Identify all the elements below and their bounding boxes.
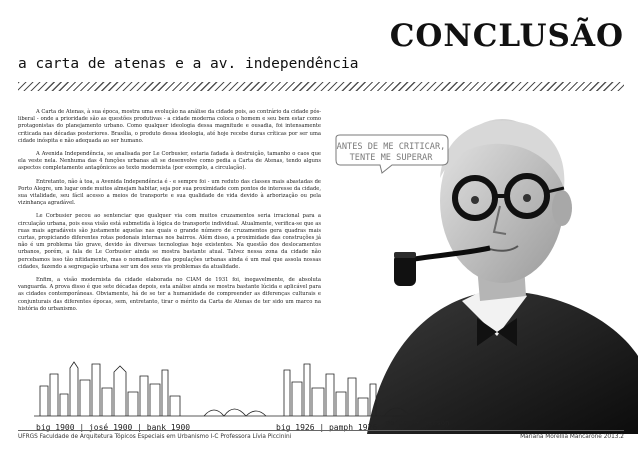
speech-bubble-line2: TENTE ME SUPERAR — [349, 153, 433, 163]
paragraph: Enfim, a visão modernista da cidade elaborada no CIAM de 1931 foi, inegavelmente, de absoluta vanguarda. A prova disso é que sete décadas depois, esta análise ainda se mostra bastante lúcida e aplicável para as cidades contemporâneas. Obviamente, há de se ter a humanidade de compreender as diferenças culturais e conjunturais das diferentes épocas, sem, entretanto, tirar o mérito da Carta de Atenas de ter sido um marco na história do urbanismo. — [18, 277, 321, 312]
sketch-caption-right: big 1926 | pamph 1926 — [276, 423, 378, 432]
footer-divider — [18, 430, 624, 431]
footer-left: UFRGS Faculdade de Arquitetura Tópicos Especiais em Urbanismo I-C Professora Lívia Piccinini — [18, 434, 292, 440]
paragraph: A Avenida Independência, se analisada por Le Corbusier, estaria fadada à destruição, tamanho o caos que ela veste nela. Nenhuma das 4 funções urbanas ali se desenvolve como pedia a Carta de Atenas, tendo alguns aspectos completamente antagônicos ao texto modernista (por exemplo, a circulação). — [18, 151, 321, 172]
paragraph: A Carta de Atenas, à sua época, mostra uma evolução na análise da cidade pois, ao contrário da cidade pós-liberal - onde a prioridade são as questões produtivas - a cidade moderna coloca o homem e seu bem estar como protagonistas do planejamento urbano. Como qualquer ideologia dessa magnitude e ousadia, foi intensamente criticada nas décadas posteriores. Brasília, o produto dessa ideologia, até hoje recebe duras críticas por ser uma cidade inóspita e não adequada ao ser humano. — [18, 109, 321, 144]
article-body — [18, 109, 321, 319]
sketch-credit: morgan • person — [386, 419, 450, 427]
speech-bubble-line1: ANTES DE ME CRITICAR, — [336, 142, 446, 152]
paragraph: Entretanto, não à toa, a Avenida Independência é - e sempre foi - um reduto das classes mais abastadas de Porto Alegre, um lugar onde muitos almejam habitar, seja por sua proximidade com pontos de interesse da cidade, sua vitalidade, seu fácil acesso a meios de transporte e sua qualidade de vida devido à arborização ou pela vizinhança agradável. — [18, 178, 321, 207]
footer-right: Mariana Morellia Mancarone 2013.2 — [520, 434, 624, 440]
skyline-sketch — [34, 344, 454, 422]
hatched-divider — [18, 82, 624, 91]
page-subtitle: a carta de atenas e a av. independência — [18, 56, 359, 72]
page-title: CONCLUSÃO — [389, 18, 624, 54]
speech-bubble-text — [330, 142, 452, 164]
sketch-caption-left: big 1900 | josé 1900 | bank 1900 — [36, 423, 191, 432]
paragraph: Le Corbusier pecou ao sentenciar que qualquer via com muitos cruzamentos seria irracional para a circulação urbana, pois essa visão está submetida à lógica do transporte individual. Atualmente, verifica-se que as ruas mais agradáveis são justamente aquelas nas quais o grande número de cruzamentos gera quadras mais curtas, propiciando diferentes rotas pedonais internas nos bairros. Além disso, a proximidade das construções já não é um problema tão grave, devido às diversas tecnologias hoje existentes. Na questão dos deslocamentos urbanos, porém, a fala de Le Corbusier ainda se mostra bastante atual. Talvez nessa zona da cidade não percebamos isso tão nitidamente, mas o nomadismo das populações urbanas ainda é um mal que assola nossas cidades, fazendo a segregação urbana ser um dos seus vis problemas da atualidade. — [18, 213, 321, 270]
